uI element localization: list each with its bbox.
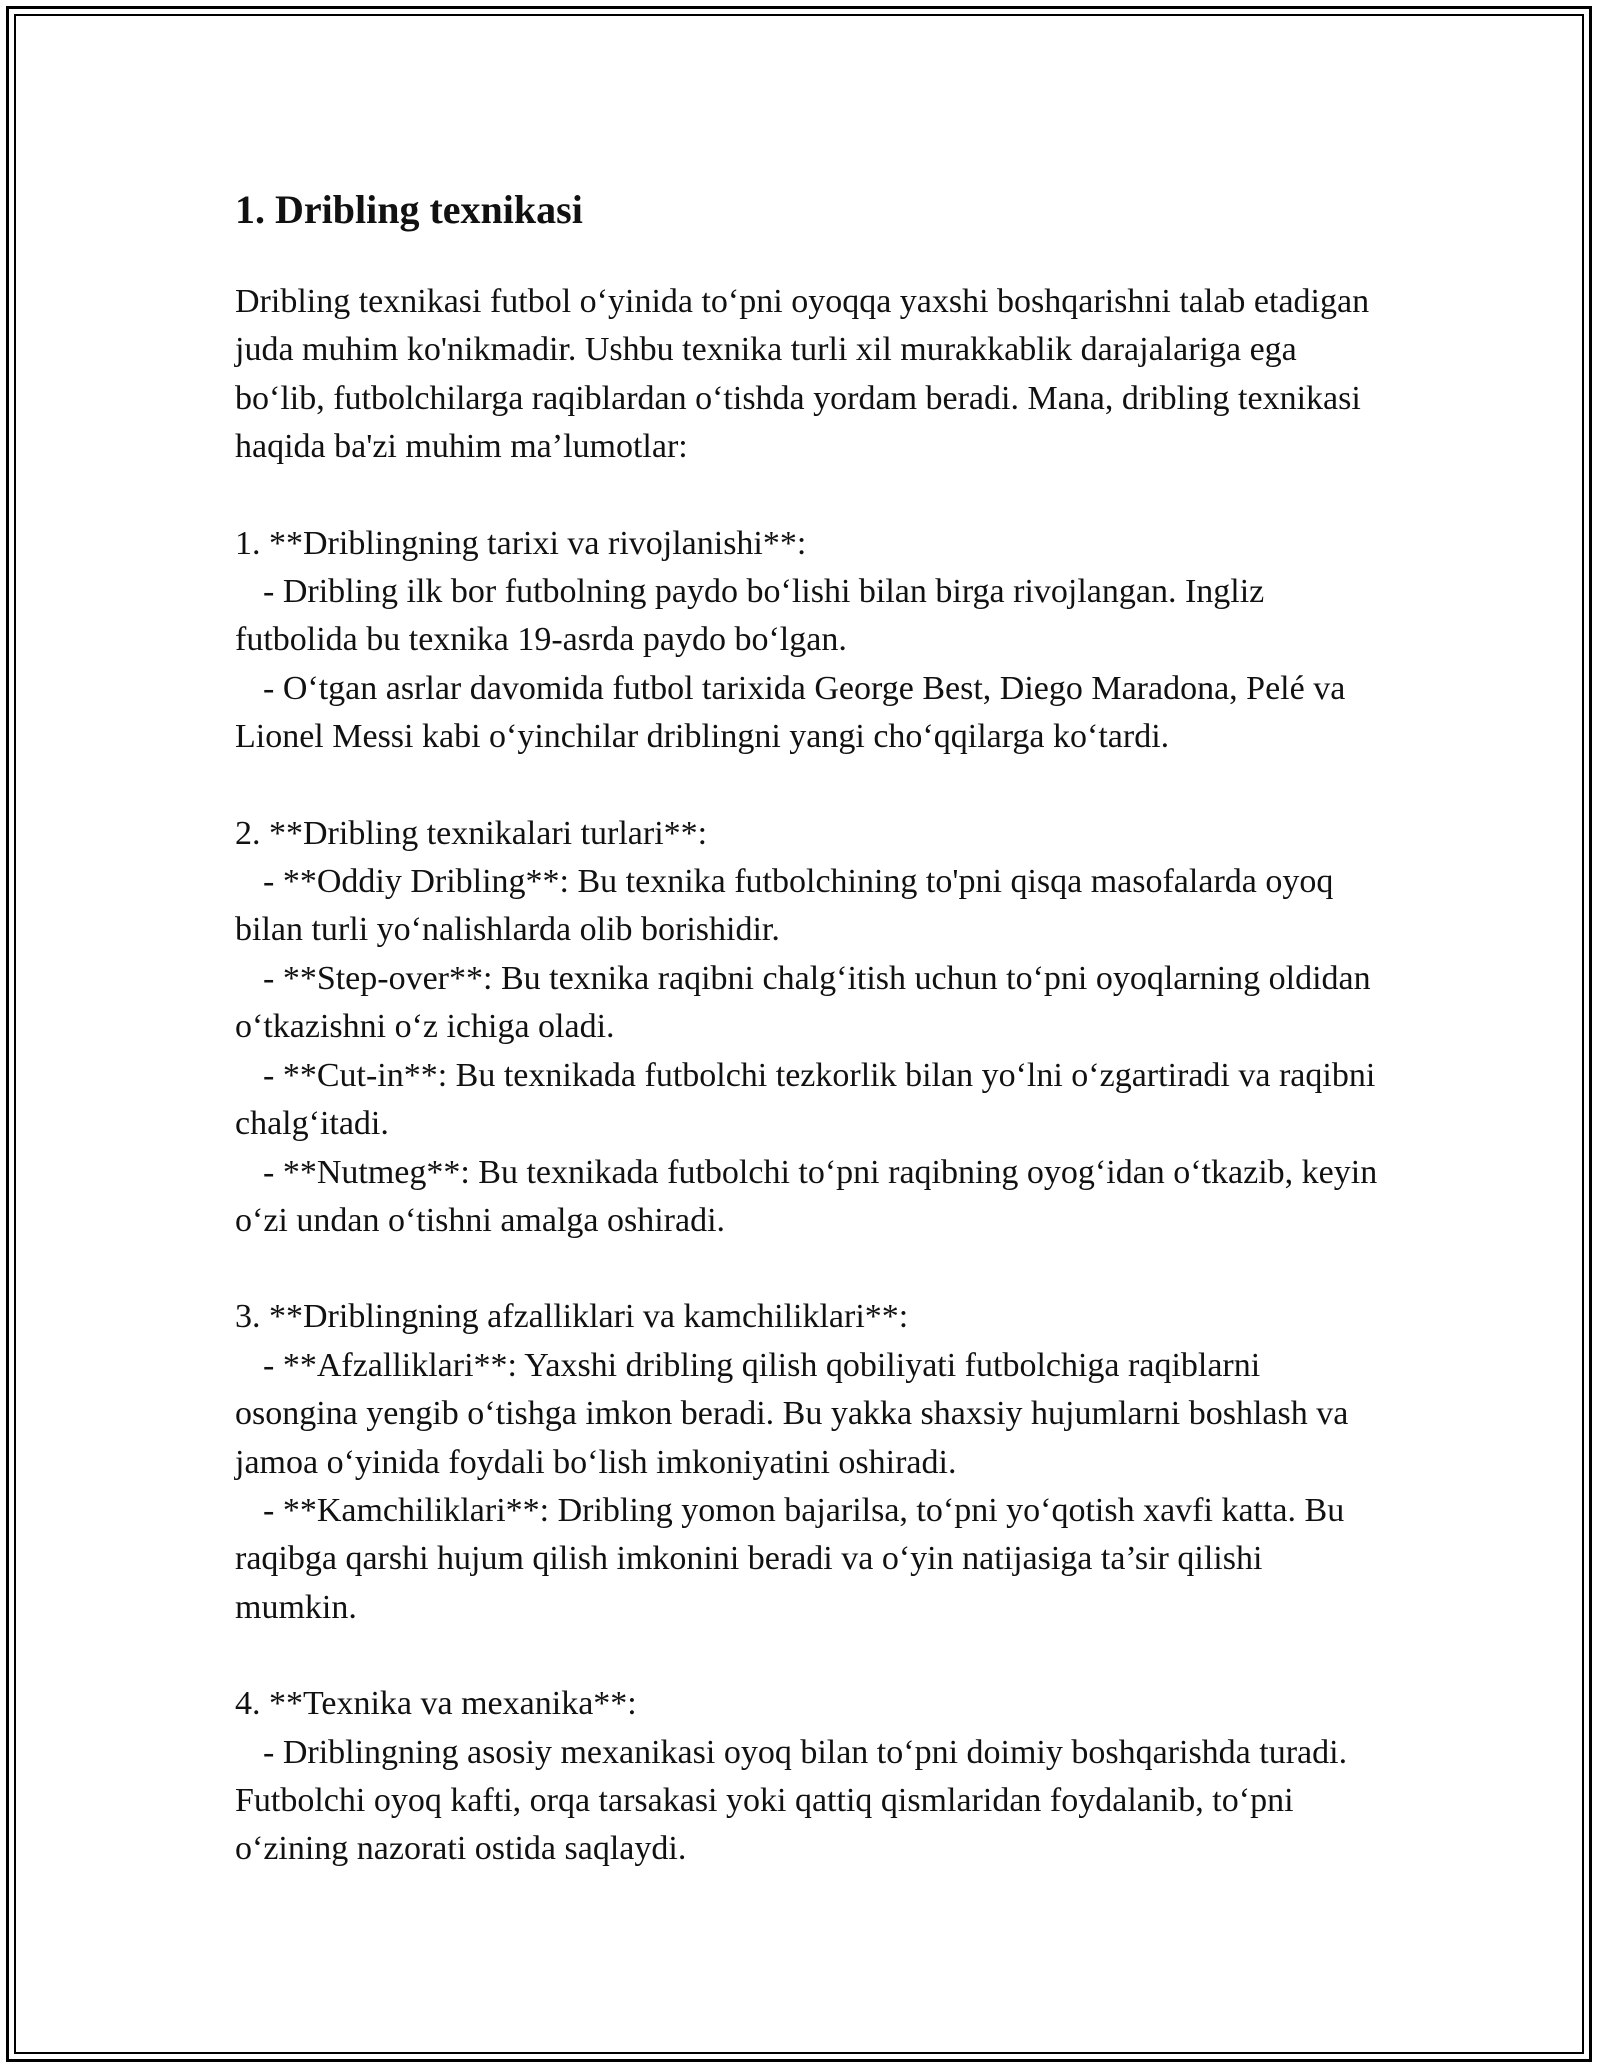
list-item: - **Oddiy Dribling**: Bu texnika futbolchining to'pni qisqa masofalarda oyoq bilan turli yo‘nalishlarda olib borishidir. bbox=[235, 863, 1334, 949]
section-mechanics bbox=[235, 1680, 1385, 1874]
section-heading: 4. **Texnika va mexanika**: bbox=[235, 1685, 637, 1723]
list-item: - **Afzalliklari**: Yaxshi dribling qilish qobiliyati futbolchiga raqiblarni osongina yengib o‘tishga imkon beradi. Bu yakka shaxsiy hujumlarni boshlash va jamoa o‘yinida foydali bo‘lish imkoniyatini oshiradi. bbox=[235, 1346, 1349, 1481]
section-pros-cons bbox=[235, 1293, 1385, 1632]
list-item: - **Nutmeg**: Bu texnikada futbolchi to‘pni raqibning oyog‘idan o‘tkazib, keyin o‘zi undan o‘tishni amalga oshiradi. bbox=[235, 1153, 1378, 1239]
section-types bbox=[235, 810, 1385, 1246]
list-item: - Driblingning asosiy mexanikasi oyoq bilan to‘pni doimiy boshqarishda turadi. Futbolchi oyoq kafti, orqa tarsakasi yoki qattiq qismlaridan foydalanib, to‘pni o‘zining nazorati ostida saqlaydi. bbox=[235, 1733, 1348, 1868]
list-item: - **Step-over**: Bu texnika raqibni chalg‘itish uchun to‘pni oyoqlarning oldidan o‘tkazishni o‘z ichiga oladi. bbox=[235, 959, 1371, 1046]
list-item: - **Cut-in**: Bu texnikada futbolchi tezkorlik bilan yo‘lni o‘zgartiradi va raqibni chalg‘itadi. bbox=[235, 1056, 1376, 1143]
list-item: - **Kamchiliklari**: Dribling yomon bajarilsa, to‘pni yo‘qotish xavfi katta. Bu raqibga qarshi hujum qilish imkonini beradi va o‘yin natijasiga ta’sir qilishi mumkin. bbox=[235, 1491, 1345, 1626]
list-item: - O‘tgan asrlar davomida futbol tarixida George Best, Diego Maradona, Pelé va Lionel Messi kabi o‘yinchilar driblingni yangi cho‘qqilarga ko‘tardi. bbox=[235, 669, 1346, 756]
section-heading: 2. **Dribling texnikalari turlari**: bbox=[235, 814, 708, 852]
document-body bbox=[235, 180, 1385, 1874]
list-item: - Dribling ilk bor futbolning paydo bo‘lishi bilan birga rivojlangan. Ingliz futbolida bu texnika 19-asrda paydo bo‘lgan. bbox=[235, 573, 1265, 659]
document-title: 1. Dribling texnikasi bbox=[235, 187, 583, 232]
section-history bbox=[235, 520, 1385, 762]
intro-paragraph: Dribling texnikasi futbol o‘yinida to‘pni oyoqqa yaxshi boshqarishni talab etadigan juda muhim ko'nikmadir. Ushbu texnika turli xil murakkablik darajalariga ega bo‘lib, futbolchilarga raqiblardan o‘tishda yordam beradi. Mana, dribling texnikasi haqida ba'zi muhim ma’lumotlar: bbox=[235, 283, 1378, 466]
section-heading: 1. **Driblingning tarixi va rivojlanishi**: bbox=[235, 524, 807, 562]
section-heading: 3. **Driblingning afzalliklari va kamchiliklari**: bbox=[235, 1298, 909, 1336]
